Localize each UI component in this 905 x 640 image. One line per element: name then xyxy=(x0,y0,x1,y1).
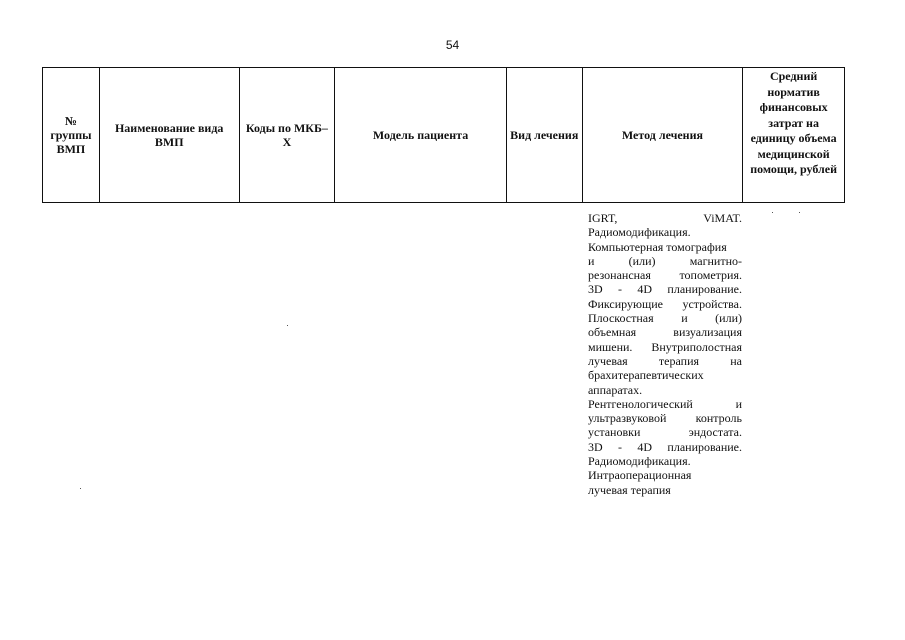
method-line: лучевая терапия xyxy=(588,482,671,497)
method-line: 3D - 4D планирование. xyxy=(588,439,742,454)
method-line: лучевая терапия на xyxy=(588,353,742,368)
method-line: Рентгенологический и xyxy=(588,396,742,411)
method-line: Компьютерная томография xyxy=(588,239,727,254)
method-line: 3D - 4D планирование. xyxy=(588,282,742,297)
header-treatment-type: Вид лечения xyxy=(507,68,583,202)
page-number: 54 xyxy=(445,38,460,52)
header-group-number: № группы ВМП xyxy=(43,68,100,202)
method-line: брахитерапевтических xyxy=(588,368,704,383)
method-line: IGRT, ViMAT. xyxy=(588,211,742,225)
method-line: Радиомодификация. xyxy=(588,225,691,240)
method-line: мишени. Внутриполостная xyxy=(588,339,742,354)
scan-speck xyxy=(772,212,773,213)
scan-speck xyxy=(287,325,288,326)
scan-speck xyxy=(799,212,800,213)
method-line: Интраоперационная xyxy=(588,468,692,483)
method-line: ультразвуковой контроль xyxy=(588,411,742,426)
treatment-method-cell xyxy=(588,211,742,497)
method-line: Радиомодификация. xyxy=(588,454,691,469)
header-treatment-method: Метод лечения xyxy=(583,68,744,202)
header-icd-codes: Коды по МКБ–Х xyxy=(240,68,336,202)
header-patient-model: Модель пациента xyxy=(335,68,507,202)
method-line: резонансная топометрия. xyxy=(588,268,742,283)
header-vmp-type-name: Наименование вида ВМП xyxy=(100,68,240,202)
method-line: установки эндостата. xyxy=(588,425,742,440)
method-line: и (или) магнитно- xyxy=(588,253,742,268)
method-line: объемная визуализация xyxy=(588,325,742,340)
method-line: Плоскостная и (или) xyxy=(588,311,742,326)
scan-speck xyxy=(80,488,81,489)
header-average-cost-norm: Средний норматив финансовых затрат на единицу объема медицинской помощи, рублей xyxy=(750,69,838,176)
table-header xyxy=(42,67,845,203)
method-line: аппаратах. xyxy=(588,382,643,397)
method-line: Фиксирующие устройства. xyxy=(588,296,742,311)
